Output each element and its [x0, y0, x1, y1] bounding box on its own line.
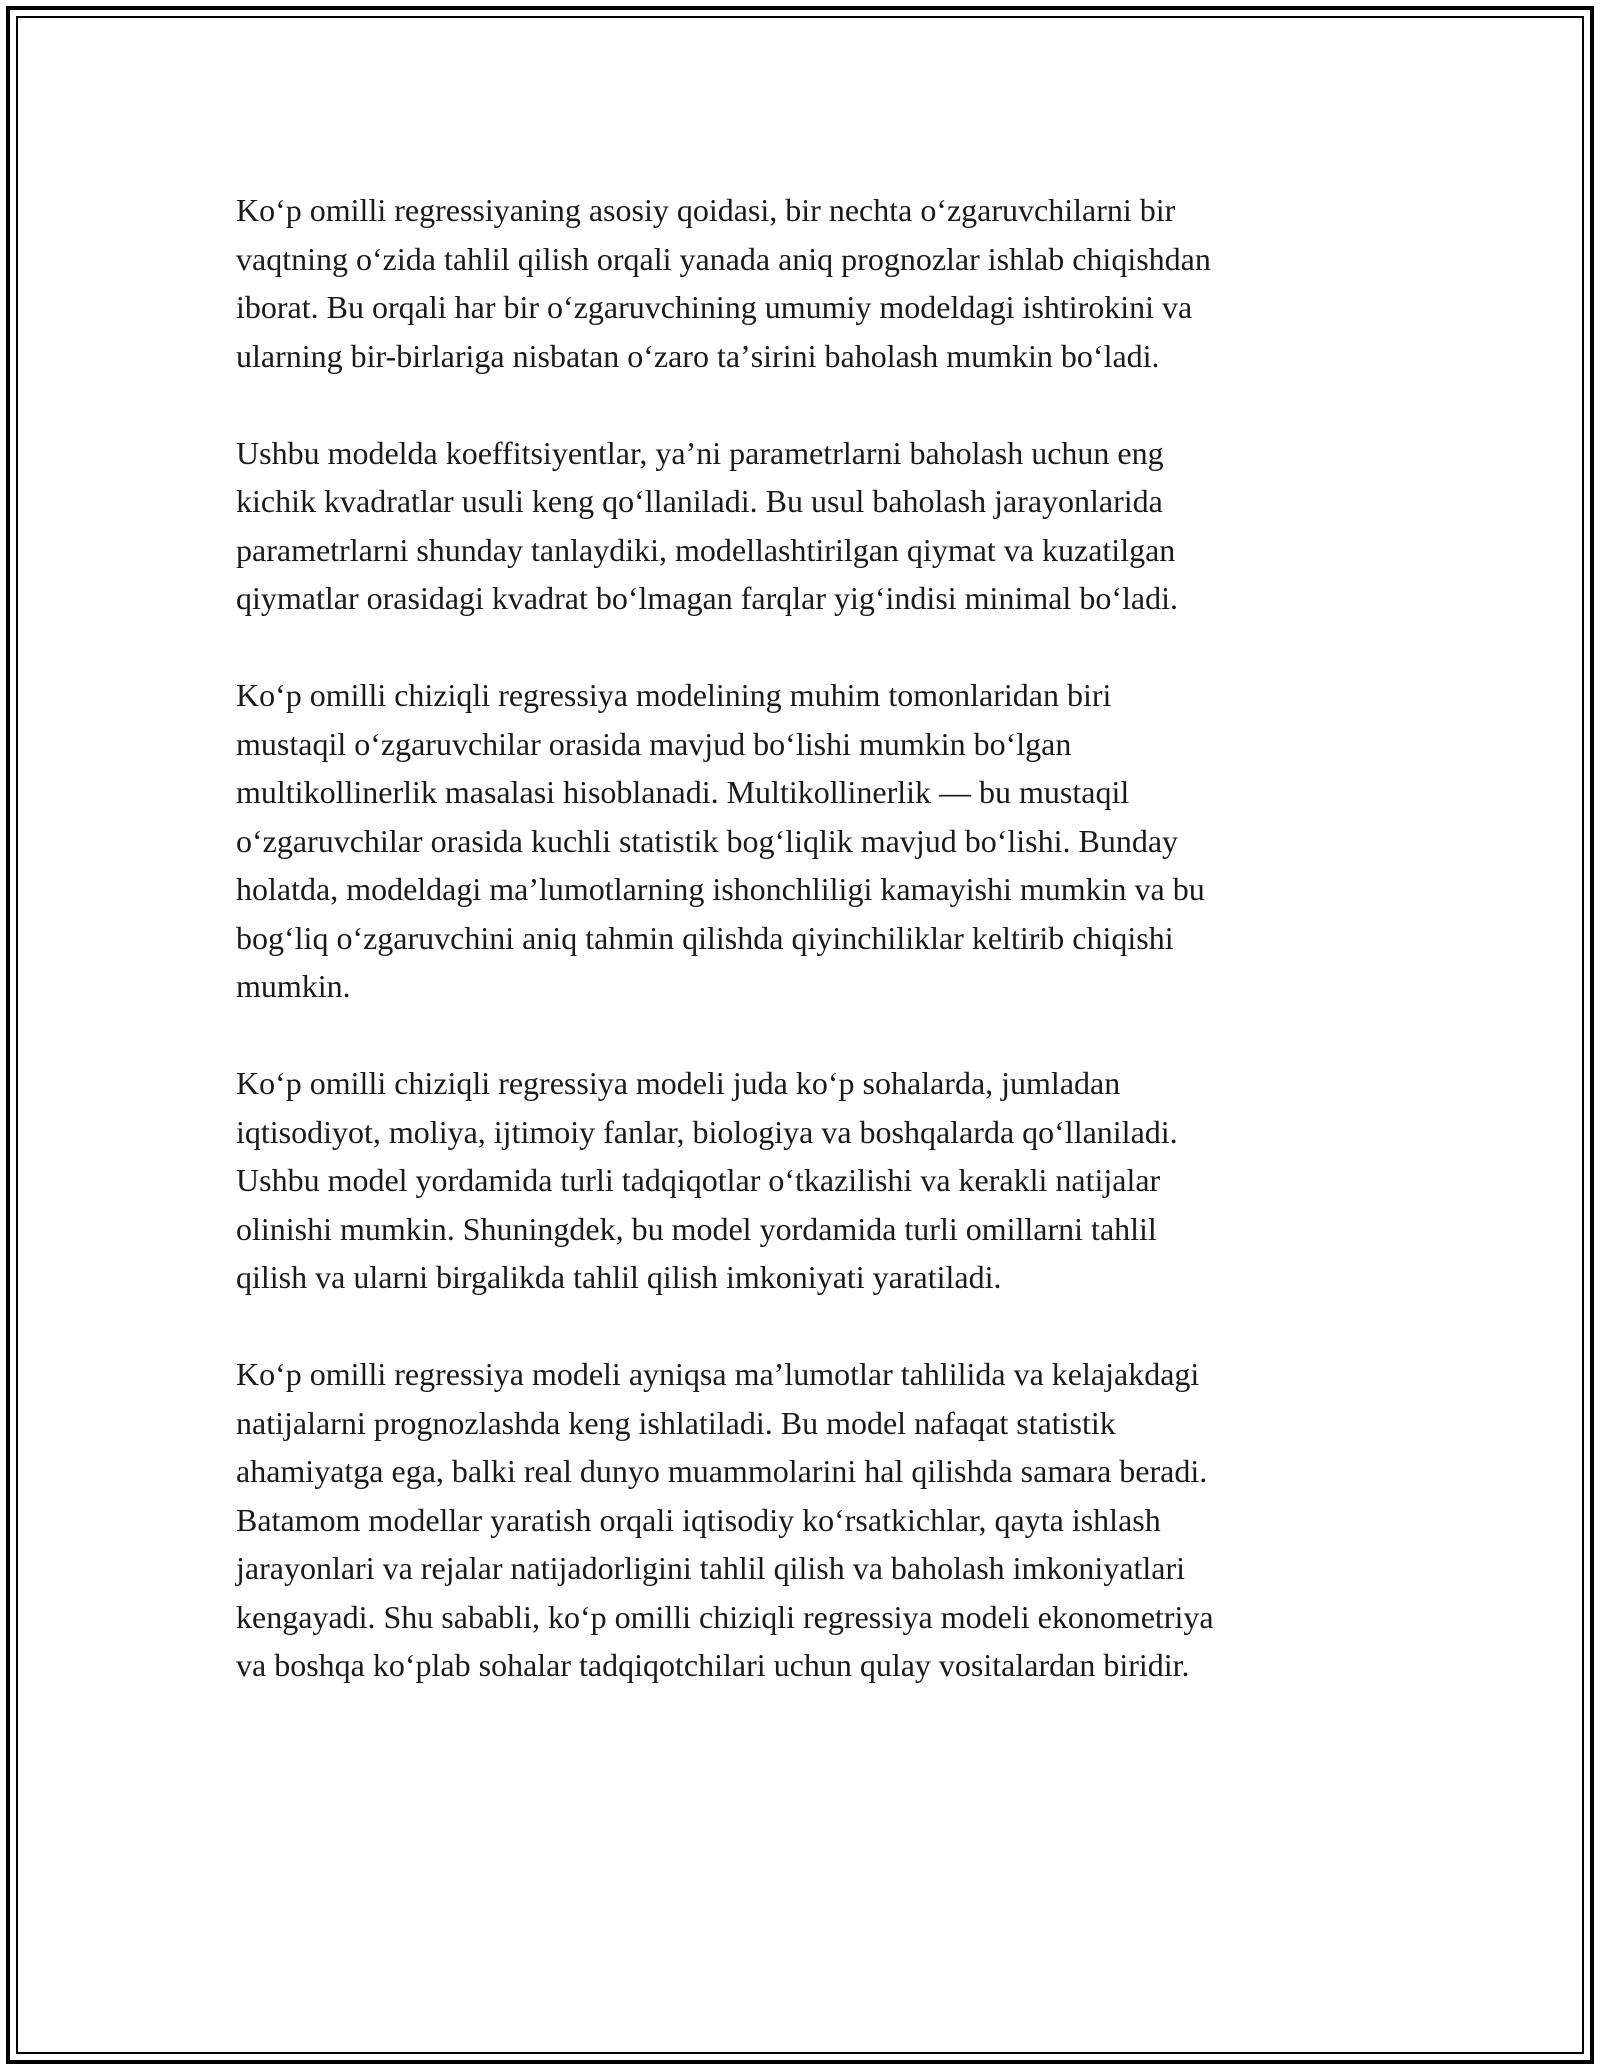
paragraph-4: Koʻp omilli chiziqli regressiya modeli juda koʻp sohalarda, jumladan iqtisodiyot, moliya, ijtimoiy fanlar, biologiya va boshqalarda qoʻllaniladi. Ushbu model yordamida turli tadqiqotlar oʻtkazilishi va kerakli natijalar olinishi mumkin. Shuningdek, bu model yordamida turli omillarni tahlil qilish va ularni birgalikda tahlil qilish imkoniyati yaratiladi. — [236, 1065, 1178, 1295]
paragraph-2: Ushbu modelda koeffitsiyentlar, yaʼni parametrlarni baholash uchun eng kichik kvadratlar usuli keng qoʻllaniladi. Bu usul baholash jarayonlarida parametrlarni shunday tanlaydiki, modellashtirilgan qiymat va kuzatilgan qiymatlar orasidagi kvadrat boʻlmagan farqlar yigʻindisi minimal boʻladi. — [236, 434, 1178, 616]
paragraph-3: Koʻp omilli chiziqli regressiya modelining muhim tomonlaridan biri mustaqil oʻzgaruvchilar orasida mavjud boʻlishi mumkin boʻlgan multikollinerlik masalasi hisoblanadi. Multikollinerlik — bu mustaqil oʻzgaruvchilar orasida kuchli statistik bogʻliqlik mavjud boʻlishi. Bunday holatda, modeldagi maʼlumotlarning ishonchliligi kamayishi mumkin va bu bogʻliq oʻzgaruvchini aniq tahmin qilishda qiyinchiliklar keltirib chiqishi mumkin. — [236, 677, 1205, 1004]
paragraph-5: Koʻp omilli regressiya modeli ayniqsa maʼlumotlar tahlilida va kelajakdagi natijalarni prognozlashda keng ishlatiladi. Bu model nafaqat statistik ahamiyatga ega, balki real dunyo muammolarini hal qilishda samara beradi. Batamom modellar yaratish orqali iqtisodiy koʻrsatkichlar, qayta ishlash jarayonlari va rejalar natijadorligini tahlil qilish va baholash imkoniyatlari kengayadi. Shu sababli, koʻp omilli chiziqli regressiya modeli ekonometriya va boshqa koʻplab sohalar tadqiqotchilari uchun qulay vositalardan biridir. — [236, 1356, 1214, 1683]
paragraph-1: Koʻp omilli regressiyaning asosiy qoidasi, bir nechta oʻzgaruvchilarni bir vaqtning oʻzida tahlil qilish orqali yanada aniq prognozlar ishlab chiqishdan iborat. Bu orqali har bir oʻzgaruvchining umumiy modeldagi ishtirokini va ularning bir-birlariga nisbatan oʻzaro taʼsirini baholash mumkin boʻladi. — [236, 192, 1211, 374]
document-body — [236, 186, 1364, 1738]
